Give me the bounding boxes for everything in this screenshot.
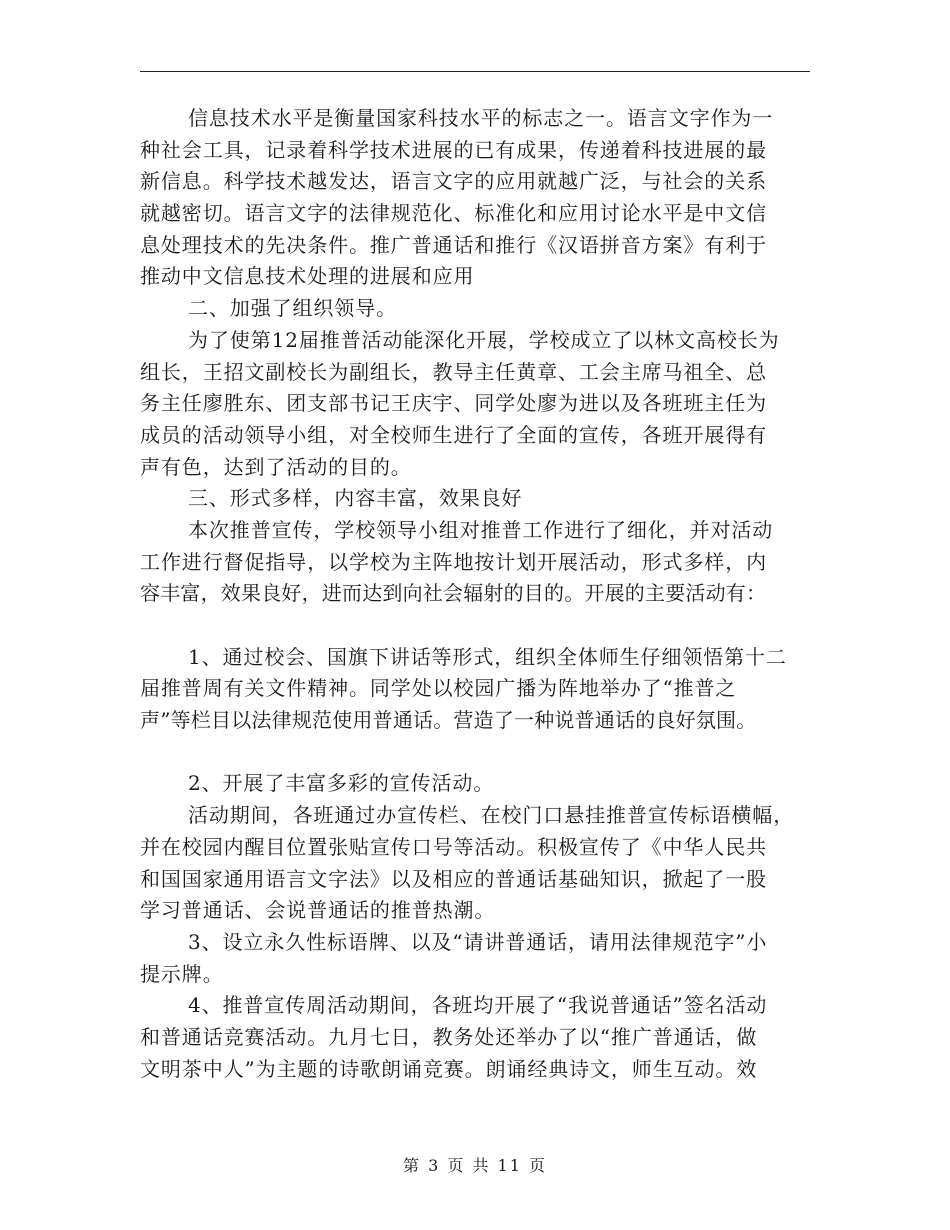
text-line: 新信息。科学技术越发达，语言文字的应用就越广泛，与社会的关系 xyxy=(140,169,767,194)
section-heading: 三、形式多样，内容丰富，效果良好 xyxy=(188,486,523,511)
text-line: 务主任廖胜东、团支部书记王庆宇、同学处廖为进以及各班班主任为 xyxy=(140,391,767,416)
text-line: 声”等栏目以法律规范使用普通话。营造了一种说普通话的良好氛围。 xyxy=(140,708,757,733)
text-line: 学习普通话、会说普通话的推普热潮。 xyxy=(140,898,496,923)
text-line: 声有色，达到了活动的目的。 xyxy=(140,454,412,479)
text-line: 推动中文信息技术处理的进展和应用 xyxy=(140,264,475,289)
text-line: 容丰富，效果良好，进而达到向社会辐射的目的。开展的主要活动有： xyxy=(140,581,767,606)
text-line: 1、通过校会、国旗下讲话等形式，组织全体师生仔细领悟第十二 xyxy=(188,644,787,669)
body-text xyxy=(140,103,810,1085)
text-line: 文明茶中人”为主题的诗歌朗诵竞赛。朗诵经典诗文，师生互动。效 xyxy=(140,1056,758,1081)
text-line: 本次推普宣传，学校领导小组对推普工作进行了细化，并对活动 xyxy=(188,517,774,542)
text-line: 为了使第12届推普活动能深化开展，学校成立了以林文高校长为 xyxy=(188,327,780,352)
text-line: 工作进行督促指导，以学校为主阵地按计划开展活动，形式多样，内 xyxy=(140,549,767,574)
text-line: 和国国家通用语言文字法》以及相应的普通话基础知识，掀起了一股 xyxy=(140,866,767,891)
header-rule xyxy=(140,71,810,72)
text-line: 届推普周有关文件精神。同学处以校园广播为阵地举办了“推普之 xyxy=(140,676,737,701)
text-line: 3、设立永久性标语牌、以及“请讲普通话，请用法律规范字”小 xyxy=(188,929,768,954)
text-line: 信息技术水平是衡量国家科技水平的标志之一。语言文字作为一 xyxy=(188,106,774,130)
text-line: 种社会工具，记录着科学技术进展的已有成果，传递着科技进展的最 xyxy=(140,137,767,162)
paragraph-gap xyxy=(140,737,810,769)
text-line: 2、开展了丰富多彩的宣传活动。 xyxy=(188,771,495,796)
text-line: 息处理技术的先决条件。推广普通话和推行《汉语拼音方案》有利于 xyxy=(140,232,767,257)
text-line: 活动期间，各班通过办宣传栏、在校门口悬挂推普宣传标语横幅， xyxy=(188,803,795,828)
text-line: 组长，王招文副校长为副组长，教导主任黄章、工会主席马祖全、总 xyxy=(140,359,767,384)
text-line: 并在校园内醒目位置张贴宣传口号等活动。积极宣传了《中华人民共 xyxy=(140,834,767,859)
page-number: 第 3 页 共 11 页 xyxy=(403,1156,547,1175)
text-line: 提示牌。 xyxy=(140,961,224,986)
text-line: 成员的活动领导小组，对全校师生进行了全面的宣传，各班开展得有 xyxy=(140,422,767,447)
text-line: 就越密切。语言文字的法律规范化、标准化和应用讨论水平是中文信 xyxy=(140,201,767,226)
text-line: 和普通话竞赛活动。九月七日，教务处还举办了以“推广普通话，做 xyxy=(140,1024,758,1049)
text-line: 4、推普宣传周活动期间，各班均开展了“我说普通话”签名活动 xyxy=(188,993,768,1018)
paragraph-gap xyxy=(140,610,810,642)
section-heading: 二、加强了组织领导。 xyxy=(188,296,397,321)
